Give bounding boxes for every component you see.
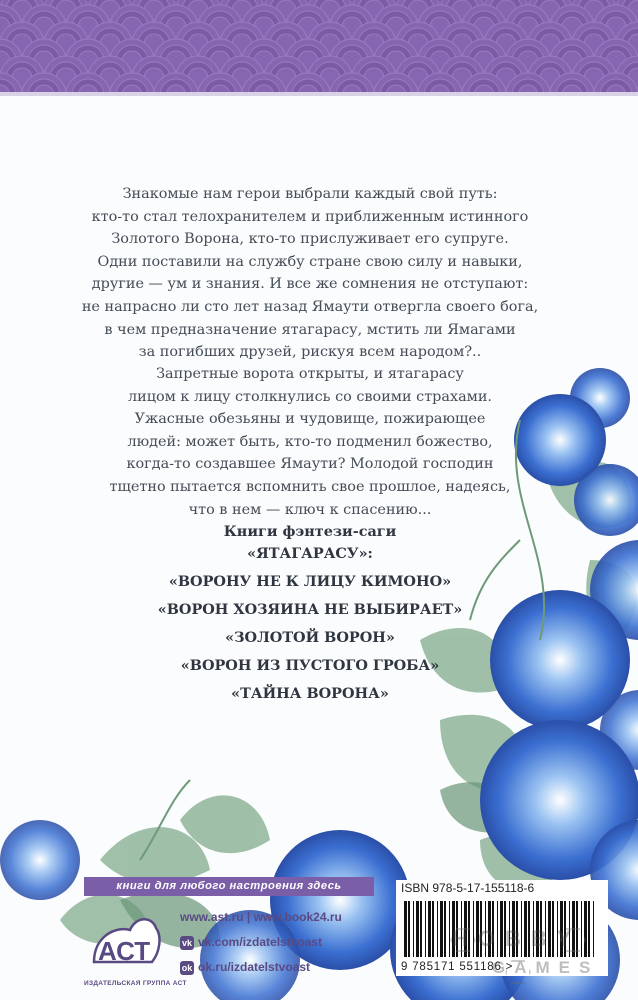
barcode-bar (420, 901, 422, 957)
series-title-3: «ЗОЛОТОЙ ВОРОН» (225, 629, 395, 646)
series-title-2: «ВОРОН ХОЗЯИНА НЕ ВЫБИРАЕТ» (157, 601, 463, 618)
blurb-paragraph-1 (70, 183, 550, 364)
barcode-bar (425, 901, 426, 957)
barcode-bar (404, 901, 407, 957)
blurb-1-line-7: в чем предназначение ятагарасу, мстить ли Ямагами (104, 321, 516, 338)
watermark-line1: HOBBY (452, 926, 582, 951)
blurb-1-line-8: за погибших друзей, рискуя всем народом?.. (138, 344, 482, 361)
blurb-paragraph-2 (70, 363, 550, 521)
blurb-1-line-5: другие — ум и знания. И все же сомнения не отступают: (91, 276, 529, 293)
blurb-1-line-4: Одни поставили на службу стране свою силу и навыки, (97, 253, 523, 270)
watermark-line2: GAMES (492, 958, 600, 977)
blurb-2-line-6: тщетно пытается вспомнить свое прошлое, надеясь, (109, 478, 511, 495)
barcode-bar (432, 901, 434, 957)
isbn-label: ISBN 978-5-17-155118-6 (401, 881, 535, 895)
vk-link[interactable]: vk.com/izdatelstvoast (198, 935, 323, 949)
publisher-links (180, 905, 342, 980)
vk-icon: vk (181, 937, 192, 948)
ok-link[interactable]: ok.ru/izdatelstvoast (198, 960, 311, 974)
barcode-number: 9 785171 551186 > (401, 961, 514, 973)
blurb-2-line-5: когда-то создавшее Ямаути? Молодой господин (126, 456, 494, 473)
blurb-1-line-6: не напрасно ли сто лет назад Ямаути отвергла своего бога, (81, 298, 539, 315)
barcode-bar (408, 901, 410, 957)
series-heading-line2: «ЯТАГАРАСУ»: (247, 545, 373, 562)
barcode-bar (449, 901, 450, 957)
barcode-bar (440, 901, 443, 957)
ok-icon: ok (181, 962, 193, 973)
series-list (130, 521, 490, 705)
series-title-4: «ВОРОН ИЗ ПУСТОГО ГРОБА» (180, 657, 440, 674)
ok-row (180, 955, 342, 980)
series-heading-line1: Книги фэнтези-саги (223, 523, 397, 540)
ast-logo-icon (86, 906, 164, 978)
blurb-2-line-2: лицом к лицу столкнулись со своими страхами. (127, 388, 493, 405)
hobby-games-watermark (452, 926, 599, 978)
web-links[interactable]: www.ast.ru | www.book24.ru (180, 910, 342, 924)
publisher-caption: ИЗДАТЕЛЬСКАЯ ГРУППА АСТ (84, 980, 187, 987)
blurb-2-line-7: что в нем — ключ к спасению... (188, 501, 432, 518)
barcode-bar (428, 901, 431, 957)
blurb-2-line-4: людей: может быть, кто-то подменил божество, (127, 433, 493, 450)
blurb-1-line-1: Знакомые нам герои выбрали каждый свой путь: (122, 186, 498, 202)
vk-row (180, 930, 342, 955)
ast-logo-text: АСТ (98, 936, 151, 966)
blurb-1-line-2: кто-то стал телохранителем и приближенным истинного (91, 208, 529, 225)
blurb-2-line-1: Запретные ворота открыты, и ятагарасу (156, 366, 464, 382)
series-title-5: «ТАЙНА ВОРОНА» (231, 685, 389, 702)
barcode-bar (416, 901, 419, 957)
blurb-1-line-3: Золотого Ворона, кто-то прислуживает его супруге. (111, 231, 509, 248)
barcode-bar (437, 901, 438, 957)
blurb-2-line-3: Ужасные обезьяны и чудовище, пожирающее (134, 411, 486, 428)
series-title-1: «ВОРОНУ НЕ К ЛИЦУ КИМОНО» (168, 573, 452, 590)
tagline-bar: книги для любого настроения здесь (84, 877, 374, 896)
barcode-bar (444, 901, 446, 957)
web-links-row (180, 905, 342, 930)
barcode-bar (413, 901, 414, 957)
